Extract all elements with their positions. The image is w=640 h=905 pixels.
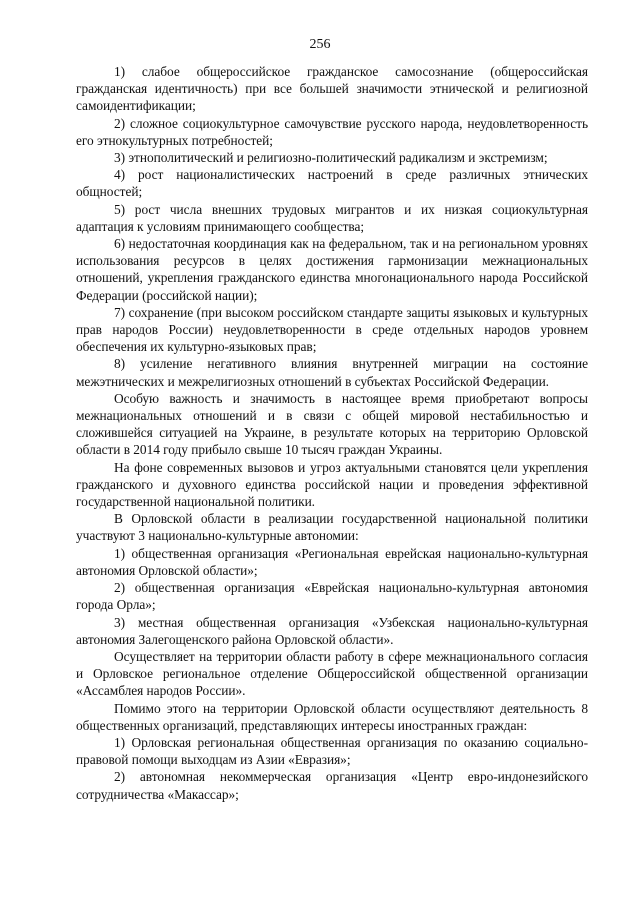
paragraph-national-unity-goals: На фоне современных вызовов и угроз актуальными становятся цели укрепления гражданского и духовного единства российской нации и проведения эффективной государственной национальной политики. [76, 459, 588, 510]
list-item-internal-migration: 8) усиление негативного влияния внутренней миграции на состояние межэтнических и межрелигиозных отношений в субъектах Российской Федерации. [76, 356, 588, 389]
list-item-orel-jewish-autonomy: 2) общественная организация «Еврейская национально-культурная автономия города Орла»; [76, 580, 588, 613]
list-item-makassar-center: 2) автономная некоммерческая организация «Центр евро-индонезийского сотрудничества «Макассар»; [76, 769, 588, 802]
list-item-regional-jewish-autonomy: 1) общественная организация «Региональная еврейская национально-культурная автономия Орловской области»; [76, 545, 588, 578]
list-item-language-rights: 7) сохранение (при высоком российском стандарте защиты языковых и культурных прав народов России) неудовлетворенности в среде отдельных народов уровнем обеспечения их культурно-языковых прав; [76, 304, 588, 355]
list-item-labor-migrants: 5) рост числа внешних трудовых мигрантов и их низкая социокультурная адаптация к условиям принимающего сообщества; [76, 201, 588, 234]
list-item-radicalism-extremism: 3) этнополитический и религиозно-политический радикализм и экстремизм; [114, 150, 548, 166]
list-item-eurasia-org: 1) Орловская региональная общественная организация по оказанию социально-правовой помощи выходцам из Азии «Евразия»; [76, 734, 588, 768]
list-item-weak-civic-identity: 1) слабое общероссийское гражданское самосознание (общероссийская гражданская идентичность) при все большей значимости этнической и религиозной самоидентификации; [76, 64, 588, 114]
paragraph-cultural-autonomies-intro: В Орловской области в реализации государственной национальной политики участвуют 3 национально-культурные автономии: [76, 511, 588, 544]
list-item-uzbek-autonomy: 3) местная общественная организация «Узбекская национально-культурная автономия Залегощенского района Орловской области». [76, 614, 588, 647]
list-item-insufficient-coordination: 6) недостаточная координация как на федеральном, так и на региональном уровнях использования ресурсов в целях достижения гармонизации межнациональных отношений, укрепления гражданского единства многонационального народа Российской Федерации (российской нации); [76, 236, 588, 303]
list-item-russian-people-wellbeing: 2) сложное социокультурное самочувствие русского народа, неудовлетворенность его этнокультурных потребностей; [76, 115, 588, 148]
paragraph-foreign-citizens-orgs-intro: Помимо этого на территории Орловской области осуществляют деятельность 8 общественных организаций, представляющих интересы иностранных граждан: [76, 700, 588, 733]
document-body [76, 63, 588, 803]
paragraph-ukraine-situation: Особую важность и значимость в настоящее время приобретают вопросы межнациональных отношений и в связи с общей мировой нестабильностью и сложившейся ситуацией на Украине, в результате которых на территорию Орловской области в 2014 году прибыло свыше 10 тысяч граждан Украины. [76, 390, 588, 458]
list-item-nationalist-sentiment: 4) рост националистических настроений в среде различных этнических общностей; [76, 167, 588, 200]
page-number: 256 [309, 37, 331, 52]
paragraph-assembly-of-peoples: Осуществляет на территории области работу в сфере межнационального согласия и Орловское региональное отделение Общероссийской общественной организации «Ассамблея народов России». [76, 648, 588, 699]
